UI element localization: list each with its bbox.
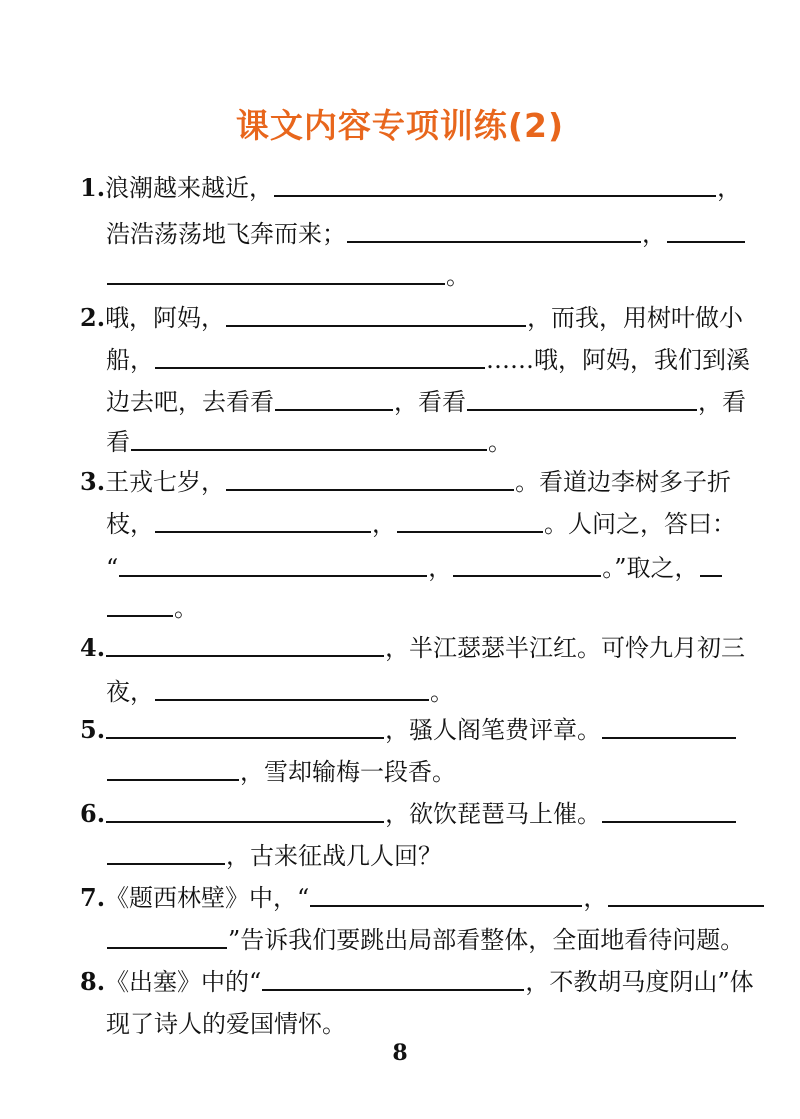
answer-blank[interactable] xyxy=(131,449,487,451)
answer-blank[interactable] xyxy=(262,989,524,991)
answer-blank[interactable] xyxy=(226,489,514,491)
question-1-line-1 xyxy=(80,160,742,202)
question-1-line-2 xyxy=(106,206,718,246)
question-text: 枝， xyxy=(106,510,154,538)
page-title: 课文内容专项训练(2) xyxy=(235,106,565,145)
question-number: 4. xyxy=(80,633,106,662)
question-3-line-1 xyxy=(80,454,732,496)
question-text: ，看看 xyxy=(394,388,466,416)
question-2-line-4 xyxy=(106,414,718,454)
answer-blank[interactable] xyxy=(155,367,485,369)
answer-blank[interactable] xyxy=(107,947,227,949)
question-number: 8. xyxy=(80,967,106,996)
question-text: ， xyxy=(372,510,396,538)
question-3-line-2 xyxy=(106,496,736,538)
question-text: 。 xyxy=(446,262,470,290)
question-text: 《出塞》中的“ xyxy=(105,968,262,996)
answer-blank[interactable] xyxy=(700,575,722,577)
question-text: ， xyxy=(583,884,608,912)
question-number: 1. xyxy=(80,173,106,202)
question-text: 船， xyxy=(106,346,154,374)
answer-blank[interactable] xyxy=(397,531,543,533)
answer-blank[interactable] xyxy=(608,905,764,907)
question-2-line-1 xyxy=(80,290,744,332)
answer-blank[interactable] xyxy=(106,821,384,823)
question-text: 。人问之，答曰： xyxy=(544,510,736,538)
question-text: 夜， xyxy=(106,678,154,706)
answer-blank[interactable] xyxy=(155,699,429,701)
question-6-line-1 xyxy=(80,786,718,826)
question-text: 王戎七岁， xyxy=(105,468,226,496)
question-text: 。看道边李树多子折 xyxy=(515,468,732,496)
question-text: ，雪却输梅一段香。 xyxy=(240,758,456,786)
answer-blank[interactable] xyxy=(310,905,582,907)
answer-blank[interactable] xyxy=(275,409,393,411)
question-text: ……哦，阿妈，我们到溪 xyxy=(486,346,750,374)
answer-blank[interactable] xyxy=(119,575,427,577)
question-text: 看 xyxy=(106,428,130,456)
question-text: ，半江瑟瑟半江红。可怜九月初三 xyxy=(385,634,746,662)
question-text: 《题西林壁》中，“ xyxy=(105,884,310,912)
question-7-line-1 xyxy=(80,870,718,910)
question-text: ，不教胡马度阴山”体 xyxy=(525,968,754,996)
question-2-line-3 xyxy=(106,374,746,416)
answer-blank[interactable] xyxy=(602,821,736,823)
answer-blank[interactable] xyxy=(347,241,641,243)
answer-blank[interactable] xyxy=(453,575,601,577)
question-text: ，欲饮琵琶马上催。 xyxy=(385,800,602,828)
answer-blank[interactable] xyxy=(155,531,371,533)
question-text: 边去吧，去看看 xyxy=(106,388,274,416)
question-text: ，看 xyxy=(698,388,746,416)
question-number: 5. xyxy=(80,715,106,744)
question-2-line-2 xyxy=(106,332,750,374)
question-text: ， xyxy=(428,554,453,582)
question-text: ，古来征战几人回？ xyxy=(226,842,442,870)
question-number: 2. xyxy=(80,303,106,332)
question-number: 6. xyxy=(80,799,106,828)
answer-blank[interactable] xyxy=(667,241,745,243)
question-number: 7. xyxy=(80,883,106,912)
question-7-line-2 xyxy=(106,912,745,954)
answer-blank[interactable] xyxy=(274,195,716,197)
answer-blank[interactable] xyxy=(107,615,173,617)
answer-blank[interactable] xyxy=(602,737,736,739)
answer-blank[interactable] xyxy=(106,655,384,657)
answer-blank[interactable] xyxy=(107,779,239,781)
answer-blank[interactable] xyxy=(106,737,384,739)
question-1-line-3 xyxy=(106,248,718,288)
answer-blank[interactable] xyxy=(107,863,225,865)
question-text: 浩浩荡荡地飞奔而来； xyxy=(106,220,346,248)
question-3-line-3 xyxy=(106,540,718,580)
question-text: ，而我，用树叶做小 xyxy=(527,304,744,332)
question-8-line-2 xyxy=(106,996,718,1036)
question-3-line-4 xyxy=(106,580,718,620)
question-text: ”告诉我们要跳出局部看整体，全面地看待问题。 xyxy=(228,926,745,954)
question-8-line-1 xyxy=(80,954,754,996)
question-text: 。 xyxy=(488,428,512,456)
question-text: 哦，阿妈， xyxy=(105,304,226,332)
question-text: 。”取之， xyxy=(602,554,699,582)
question-text: “ xyxy=(106,554,119,582)
question-4-line-2 xyxy=(106,664,718,704)
answer-blank[interactable] xyxy=(107,283,445,285)
question-text: 浪潮越来越近， xyxy=(105,174,274,202)
question-text: 现了诗人的爱国情怀。 xyxy=(106,1010,346,1038)
answer-blank[interactable] xyxy=(226,325,526,327)
question-text: ，骚人阁笔费评章。 xyxy=(385,716,602,744)
question-text: ， xyxy=(642,220,666,248)
question-5-line-2 xyxy=(106,744,718,784)
page-number: 8 xyxy=(392,1040,408,1066)
answer-blank[interactable] xyxy=(467,409,697,411)
question-text: 。 xyxy=(430,678,454,706)
question-4-line-1 xyxy=(80,620,746,662)
question-5-line-1 xyxy=(80,702,718,742)
question-number: 3. xyxy=(80,467,106,496)
question-text: ， xyxy=(717,174,742,202)
question-text: 。 xyxy=(174,594,198,622)
question-6-line-2 xyxy=(106,828,718,868)
